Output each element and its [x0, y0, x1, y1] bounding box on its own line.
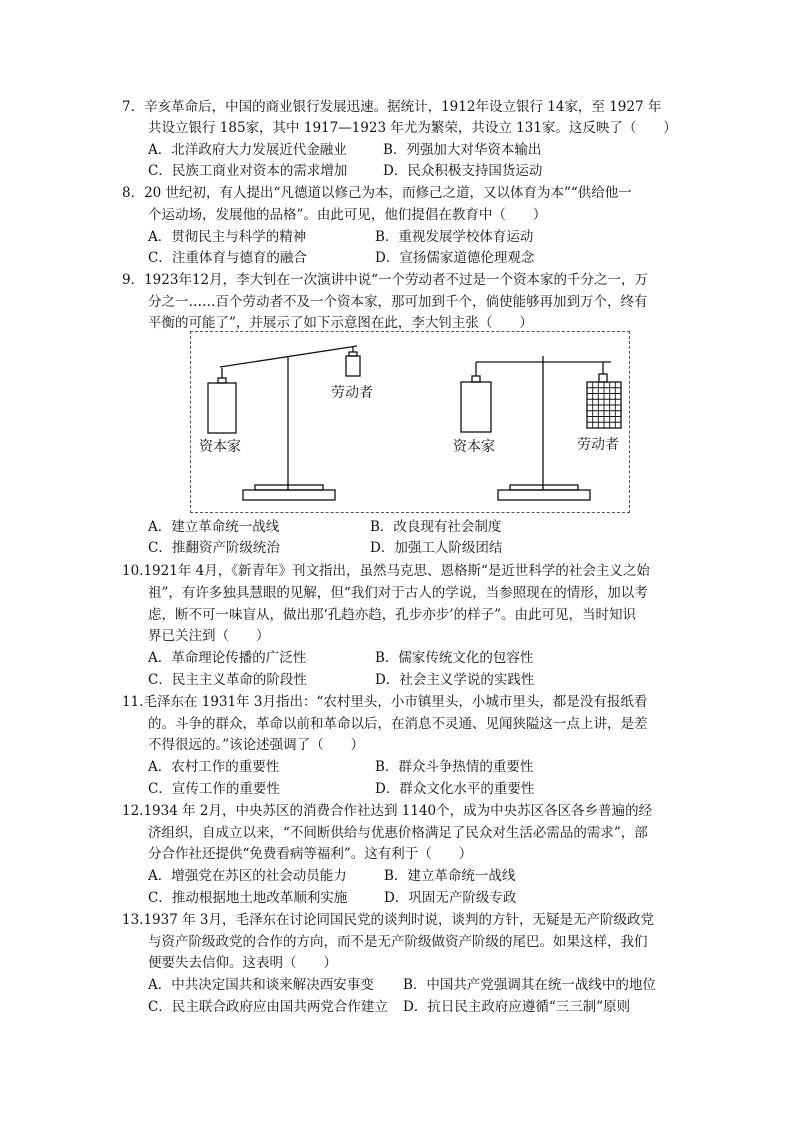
right-worker-label: 劳动者	[577, 437, 619, 453]
question-9-stem-line-3: 平衡的可能了”，并展示了如下示意图在此，李大钊主张（ ）	[148, 315, 533, 331]
question-7-stem-line-1: 7．辛亥革命后，中国的商业银行发展迅速。据统计，1912年设立银行 14家，至 1927 年	[122, 99, 662, 115]
question-10-option-d[interactable]: D．社会主义学说的实践性	[375, 672, 535, 688]
question-13-stem-line-2: 与资产阶级政党的合作的方向，而不是无产阶级做资产阶级的尾巴。如果这样，我们	[148, 934, 648, 950]
worker-grid-weight	[587, 382, 621, 428]
question-9-option-c[interactable]: C．推翻资产阶级统治	[148, 540, 280, 556]
left-worker-label: 劳动者	[331, 385, 373, 401]
question-11-option-c[interactable]: C．宣传工作的重要性	[148, 781, 280, 797]
question-10-option-b[interactable]: B．儒家传统文化的包容性	[375, 650, 534, 666]
question-10-stem-line-2: 祖”，有许多独具慧眼的见解，但“我们对于古人的学说，当参照现在的情形，加以考	[148, 585, 648, 601]
question-8-option-c[interactable]: C．注重体育与德育的融合	[148, 250, 307, 266]
left-balance-scale	[208, 346, 360, 500]
question-12-option-a[interactable]: A．增强党在苏区的社会动员能力	[148, 868, 347, 884]
question-13-stem-line-3: 便要失去信仰。这表明（ ）	[148, 955, 337, 971]
question-8-option-d[interactable]: D．宣扬儒家道德伦理观念	[375, 250, 535, 266]
question-9-stem-line-1: 9．1923年12月，李大钊在一次演讲中说“一个劳动者不过是一个资本家的千分之一，万	[122, 272, 649, 288]
question-13-stem-line-1: 13.1937 年 3月，毛泽东在讨论同国民党的谈判时说，谈判的方针，无疑是无产阶级政党	[122, 912, 654, 928]
question-13-option-b[interactable]: B．中国共产党强调其在统一战线中的地位	[403, 977, 656, 993]
question-12-stem-line-2: 济组织，自成立以来，“不间断供给与优惠价格满足了民众对生活必需品的需求”，部	[148, 825, 648, 841]
question-12-option-b[interactable]: B．建立革命统一战线	[384, 868, 516, 884]
question-11-stem-line-3: 不得很远的。”该论述强调了（ ）	[148, 737, 365, 753]
question-12-stem-line-1: 12.1934 年 2月，中央苏区的消费合作社达到 1140个，成为中央苏区各区各乡普遍的经	[122, 803, 653, 819]
question-9-option-a[interactable]: A．建立革命统一战线	[148, 519, 280, 535]
balance-scales-illustration	[191, 332, 631, 514]
question-10-stem-line-1: 10.1921年 4月，《新青年》刊文指出，虽然马克思、恩格斯“是近世科学的社会主义之始	[122, 563, 650, 579]
question-11-option-d[interactable]: D．群众文化水平的重要性	[375, 781, 535, 797]
question-8-option-b[interactable]: B．重视发展学校体育运动	[375, 229, 534, 245]
question-7-option-b[interactable]: B．列强加大对华资本输出	[383, 142, 542, 158]
question-10-stem-line-3: 虑，断不可一味盲从，做出那‘孔趋亦趋，孔步亦步’的样子”。由此可见，当时知识	[148, 607, 636, 623]
question-13-option-a[interactable]: A．中共决定国共和谈来解决西安事变	[148, 977, 374, 993]
question-10-option-c[interactable]: C．民主主义革命的阶段性	[148, 672, 307, 688]
question-8-option-a[interactable]: A．贯彻民主与科学的精神	[148, 229, 307, 245]
question-11-stem-line-2: 的。斗争的群众，革命以前和革命以后，在消息不灵通、见闻狭隘这一点上讲，是差	[148, 716, 648, 732]
question-11-option-b[interactable]: B．群众斗争热情的重要性	[375, 759, 534, 775]
question-9-option-d[interactable]: D．加强工人阶级团结	[370, 540, 503, 556]
question-10-stem-line-4: 界已关注到（ ）	[148, 628, 270, 644]
question-7-option-c[interactable]: C．民族工商业对资本的需求增加	[148, 163, 348, 179]
question-8-stem-line-2: 个运动场，发展他的品格”。由此可见，他们提倡在教育中（ ）	[148, 207, 547, 223]
question-9-stem-line-2: 分之一……百个劳动者不及一个资本家，那可加到千个，倘使能够再加到万个，终有	[148, 294, 648, 310]
balance-scale-diagram	[190, 331, 630, 513]
question-13-option-d[interactable]: D．抗日民主政府应遵循“三三制”原则	[403, 999, 631, 1015]
left-capitalist-label: 资本家	[199, 439, 241, 455]
question-12-stem-line-3: 分合作社还提供“免费看病等福利”。这有利于（ ）	[148, 846, 473, 862]
right-capitalist-label: 资本家	[453, 439, 495, 455]
question-13-option-c[interactable]: C．民主联合政府应由国共两党合作建立	[148, 999, 388, 1015]
question-9-option-b[interactable]: B．改良现有社会制度	[370, 519, 502, 535]
question-7-stem-line-2: 共设立银行 185家，其中 1917—1923 年尤为繁荣，共设立 131家。这反映了（ ）	[148, 120, 677, 136]
question-7-option-d[interactable]: D．民众积极支持国货运动	[383, 163, 543, 179]
question-7-option-a[interactable]: A．北洋政府大力发展近代金融业	[148, 142, 347, 158]
question-12-option-c[interactable]: C．推动根据地土地改革顺利实施	[148, 890, 348, 906]
question-10-option-a[interactable]: A．革命理论传播的广泛性	[148, 650, 307, 666]
question-12-option-d[interactable]: D．巩固无产阶级专政	[384, 890, 517, 906]
question-11-option-a[interactable]: A．农村工作的重要性	[148, 759, 280, 775]
question-8-stem-line-1: 8．20 世纪初，有人提出“凡德道以修己为本，而修己之道，又以体育为本”“供给他一	[122, 185, 632, 201]
question-11-stem-line-1: 11.毛泽东在 1931年 3月指出：“农村里头，小市镇里头，小城市里头，都是没有报纸看	[122, 694, 648, 710]
